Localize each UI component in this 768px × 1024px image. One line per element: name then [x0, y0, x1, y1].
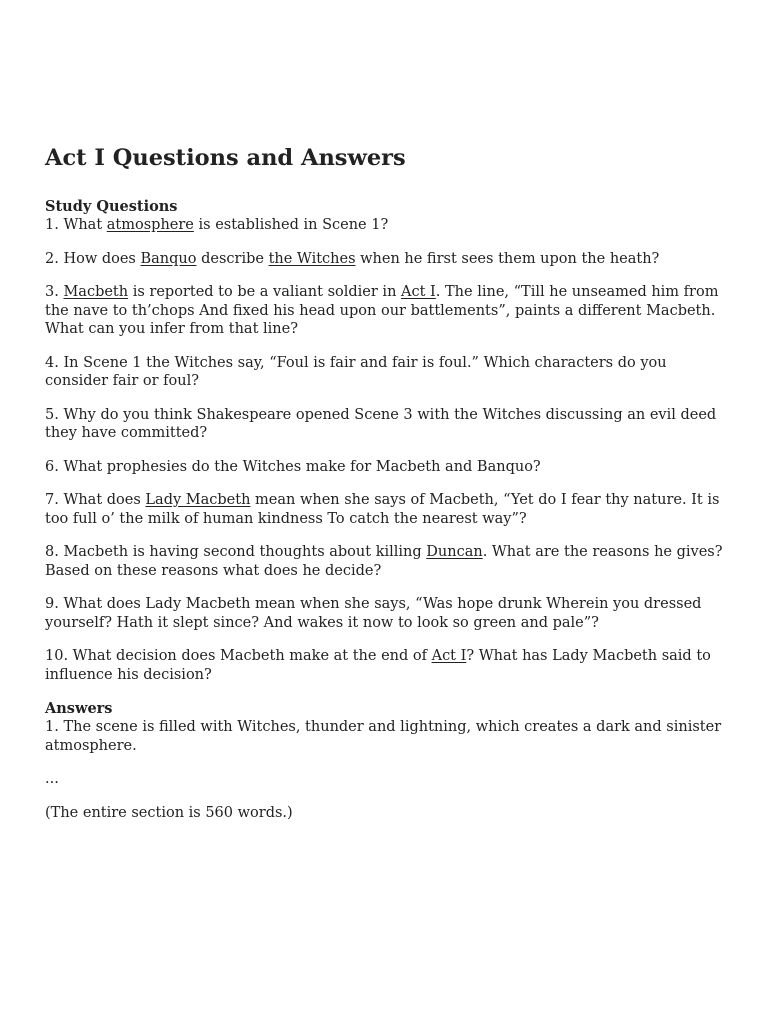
question-text: 6. What prophesies do the Witches make for Macbeth and Banquo?: [45, 458, 541, 475]
question-1: [45, 216, 730, 235]
link-act-i[interactable]: Act I: [431, 648, 467, 664]
link-atmosphere[interactable]: atmosphere: [106, 217, 194, 233]
answers-heading: Answers: [45, 700, 113, 717]
question-text: is established in Scene 1?: [193, 217, 389, 233]
question-text: 7. What does: [45, 492, 146, 508]
link-macbeth[interactable]: Macbeth: [63, 284, 129, 300]
question-text: 5. Why do you think Shakespeare opened Scene 3 with the Witches discussing an evil deed they have committed?: [45, 406, 717, 441]
question-text: is reported to be a valiant soldier in: [128, 284, 402, 300]
question-text: 2. How does: [45, 250, 141, 267]
question-text: mean when she says of Macbeth, “Yet do I fear thy nature. It is too full o’ the milk of human kindness To catch the nearest way”?: [45, 492, 720, 527]
question-9: [45, 595, 730, 632]
link-banquo[interactable]: Banquo: [140, 250, 197, 267]
word-count-note: (The entire section is 560 words.): [45, 804, 293, 821]
study-questions-heading: Study Questions: [45, 198, 178, 215]
question-5: [45, 406, 730, 443]
question-10: [45, 647, 730, 684]
question-text: 9. What does Lady Macbeth mean when she says, “Was hope drunk Wherein you dressed yourself? Hath it slept since? And wakes it now to look so green and pale”?: [45, 596, 702, 631]
question-7: [45, 491, 730, 528]
link-act-i[interactable]: Act I: [401, 284, 436, 300]
question-text: ? What has Lady Macbeth said to influence his decision?: [45, 648, 711, 683]
article: [45, 143, 730, 837]
link-the-witches[interactable]: the Witches: [268, 250, 356, 267]
question-8: [45, 543, 730, 580]
question-text: . What are the reasons he gives? Based on these reasons what does he decide?: [45, 544, 723, 579]
question-2: [45, 250, 730, 269]
question-text: 3.: [45, 284, 64, 300]
question-text: describe: [196, 250, 269, 267]
question-text: 4. In Scene 1 the Witches say, “Foul is fair and fair is foul.” Which characters do you consider fair or foul?: [45, 354, 667, 389]
question-text: 1. What: [45, 217, 107, 233]
link-duncan[interactable]: Duncan: [426, 544, 483, 560]
page-title: Act I Questions and Answers: [45, 145, 406, 171]
link-lady-macbeth[interactable]: Lady Macbeth: [145, 492, 251, 508]
question-text: 8. Macbeth is having second thoughts about killing: [45, 544, 427, 560]
question-text: when he first sees them upon the heath?: [355, 250, 660, 267]
question-6: [45, 458, 730, 477]
question-text: 10. What decision does Macbeth make at the end of: [45, 648, 432, 664]
answer-1: 1. The scene is filled with Witches, thunder and lightning, which creates a dark and sinister atmosphere.: [45, 719, 722, 754]
question-text: . The line, “Till he unseamed him from the nave to th’chops And fixed his head upon our battlements”, paints a different Macbeth. What can you infer from that line?: [45, 284, 719, 337]
question-3: [45, 283, 730, 339]
question-4: [45, 354, 730, 391]
ellipsis: ...: [45, 771, 59, 787]
